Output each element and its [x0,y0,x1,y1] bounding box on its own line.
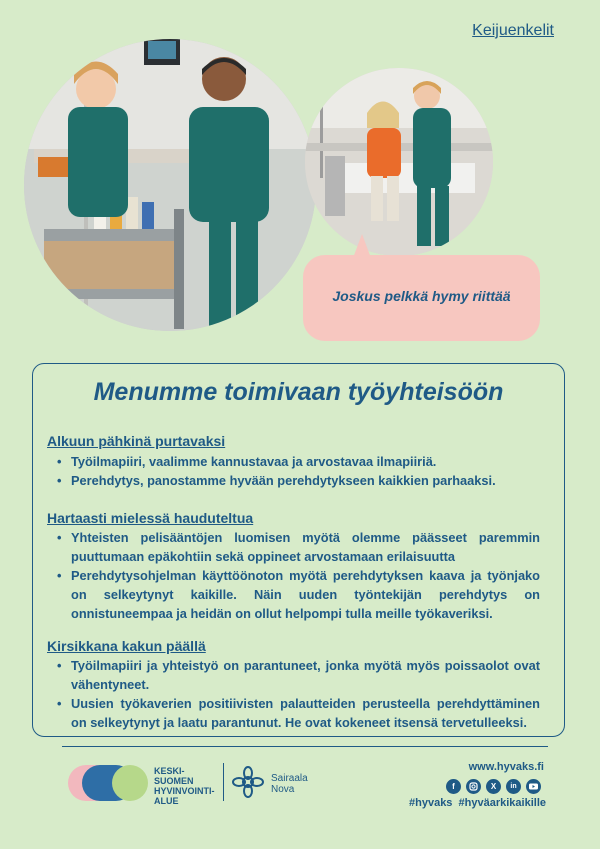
list-item: • Perehdytys, panostamme hyvään perehdytykseen kaikkien parhaaksi. [47,471,540,490]
hashtags: #hyvaks #hyväarkikaikille [409,797,546,809]
website-link[interactable]: www.hyvaks.fi [468,761,544,773]
speech-bubble-caption: Joskus pelkkä hymy riittää [332,288,511,304]
facebook-icon[interactable]: f [446,779,461,794]
header-tag-link[interactable]: Keijuenkelit [472,22,554,39]
list-item: • Työilmapiiri ja yhteistyö on parantuneet, jonka myötä myös poissaolot ovat vähentyneet. [47,656,540,694]
list-item: • Perehdytysohjelman käyttöönoton myötä perehdytyksen kaava ja työnjako on selkeytynyt kaikille. Näin uuden työntekijän perehdytys on onnistuneempaa ja heidän on ollut helpompi tulla meille työkaveriksi. [47,566,540,623]
section-heading-1: Alkuun pähkinä purtavaksi [47,433,226,449]
nova-logo-text: Sairaala Nova [271,773,308,795]
staff-trolley-photo [24,39,316,331]
hyvaks-logo-mark [68,765,148,801]
youtube-icon[interactable] [526,779,541,794]
nova-logo-icon [232,766,264,798]
nurse-patient-photo [305,68,493,256]
list-item: • Työilmapiiri, vaalimme kannustavaa ja arvostavaa ilmapiiriä. [47,452,540,471]
linkedin-icon[interactable]: in [506,779,521,794]
section-list-1 [47,452,540,490]
hyvaks-logo-text: KESKI- SUOMEN HYVINVOINTI- ALUE [154,766,215,806]
section-heading-3: Kirsikkana kakun päällä [47,638,206,654]
footer-divider [62,746,548,747]
list-item: • Uusien työkaverien positiivisten palautteiden perusteella perehdyttäminen on selkeytynyt ja laatu parantunut. He ovat kokeneet itsensä tervetulleeksi. [47,694,540,732]
page-title: Menumme toimivaan työyhteisöön [93,378,504,406]
section-heading-2: Hartaasti mielessä hauduteltua [47,510,254,526]
list-item: • Yhteisten pelisääntöjen luomisen myötä olemme päässeet paremmin puuttumaan epäkohtiin sekä oppineet arvostamaan erilaisuutta [47,528,540,566]
instagram-icon[interactable] [466,779,481,794]
section-list-2 [47,528,540,623]
logo-separator [223,763,224,801]
section-list-3 [47,656,540,732]
x-icon[interactable]: X [486,779,501,794]
